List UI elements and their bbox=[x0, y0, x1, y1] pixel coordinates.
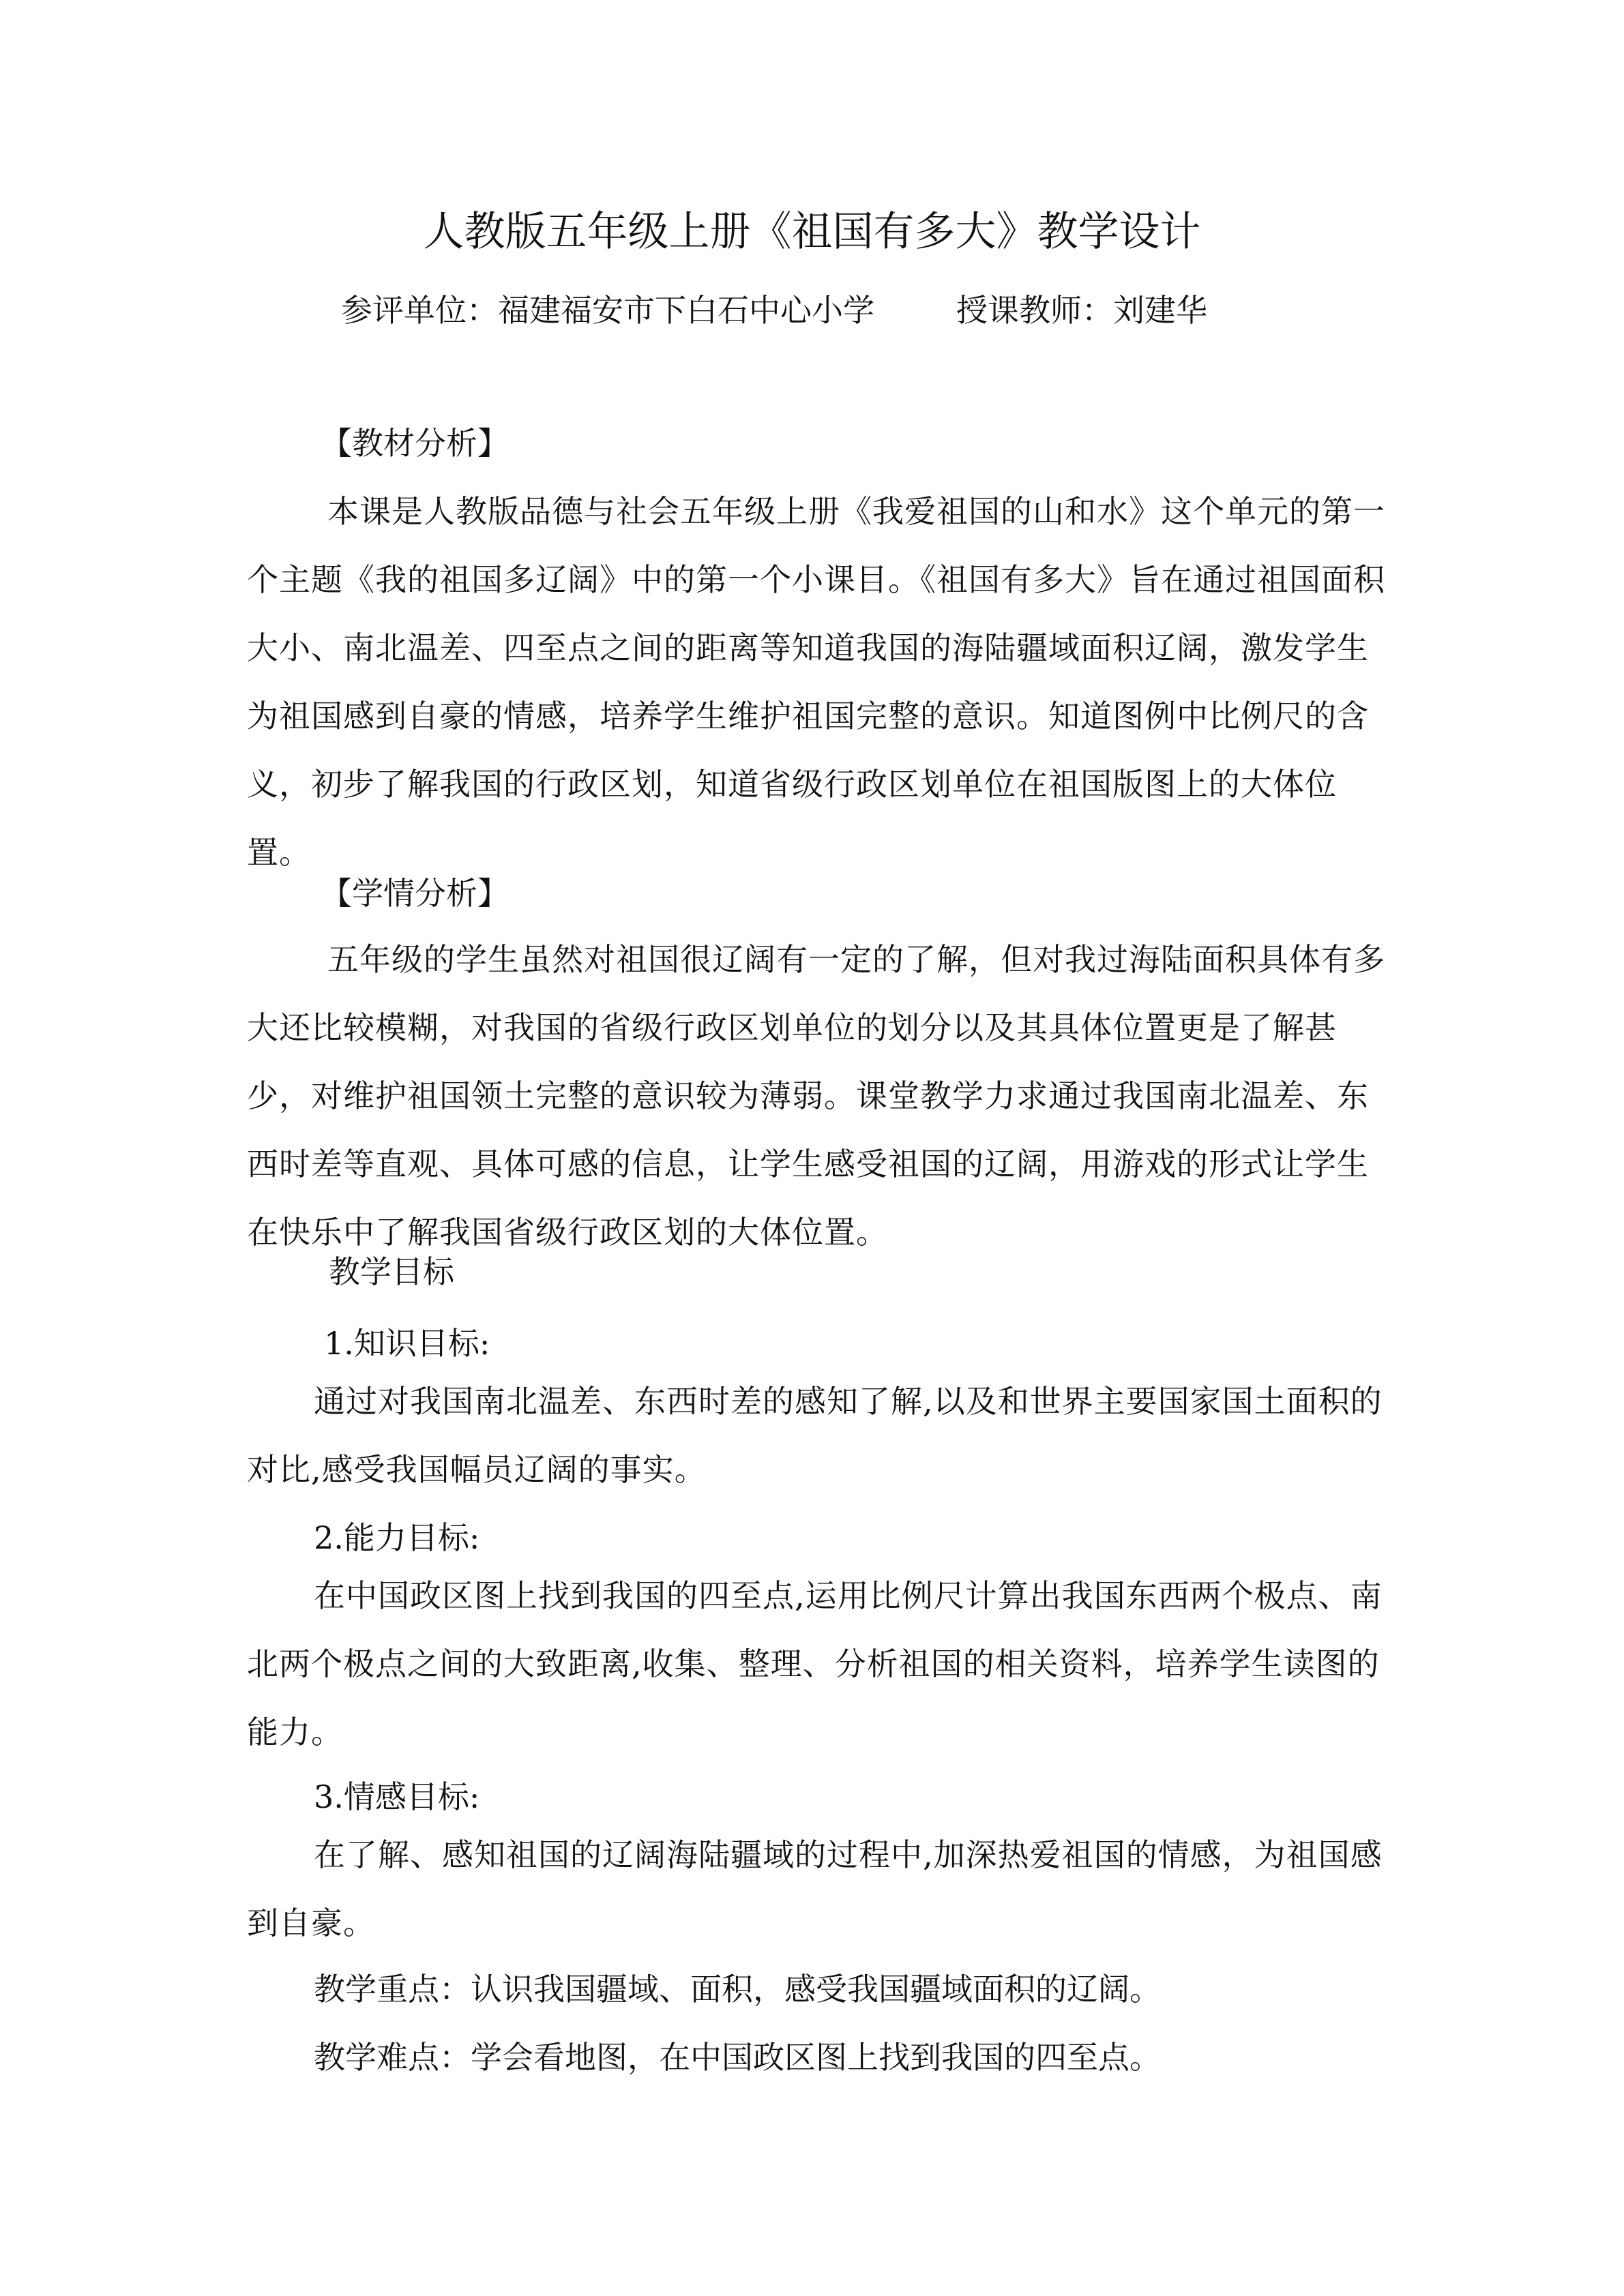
knowledge-objective-text: 通过对我国南北温差、东西时差的感知了解,以及和世界主要国家国土面积的对比,感受我国幅员辽阔的事实。 bbox=[247, 1383, 1383, 1488]
byline-unit: 参评单位：福建福安市下白石中心小学 bbox=[341, 292, 874, 329]
byline-teacher: 授课教师：刘建华 bbox=[956, 292, 1207, 329]
difficult-point: 教学难点：学会看地图，在中国政区图上找到我国的四至点。 bbox=[314, 2039, 1161, 2076]
emotion-objective-text: 在了解、感知祖国的辽阔海陆疆域的过程中,加深热爱祖国的情感，为祖国感到自豪。 bbox=[247, 1836, 1383, 1941]
emotion-objective-label: 3.情感目标: bbox=[314, 1778, 480, 1815]
knowledge-objective-label: 1.知识目标: bbox=[324, 1325, 490, 1362]
student-analysis-text: 五年级的学生虽然对祖国很辽阔有一定的了解，但对我过海陆面积具体有多大还比较模糊，对我国的省级行政区划单位的划分以及其具体位置更是了解甚少，对维护祖国领土完整的意识较为薄弱。课堂教学力求通过我国南北温差、东西时差等直观、具体可感的信息，让学生感受祖国的辽阔，用游戏的形式让学生在快乐中了解我国省级行政区划的大体位置。 bbox=[247, 941, 1385, 1251]
document-title: 人教版五年级上册《祖国有多大》教学设计 bbox=[423, 208, 1201, 256]
ability-objective-label: 2.能力目标: bbox=[314, 1519, 480, 1556]
ability-objective-text: 在中国政区图上找到我国的四至点,运用比例尺计算出我国东西两个极点、南北两个极点之间的大致距离,收集、整理、分析祖国的相关资料，培养学生读图的能力。 bbox=[247, 1577, 1383, 1750]
material-analysis-text: 本课是人教版品德与社会五年级上册《我爱祖国的山和水》这个单元的第一个主题《我的祖国多辽阔》中的第一个小课目。《祖国有多大》旨在通过祖国面积大小、南北温差、四至点之间的距离等知道我国的海陆疆域面积辽阔，激发学生为祖国感到自豪的情感，培养学生维护祖国完整的意识。知道图例中比例尺的含义，初步了解我国的行政区划，知道省级行政区划单位在祖国版图上的大体位置。 bbox=[247, 493, 1385, 871]
byline bbox=[341, 286, 1207, 334]
student-analysis-heading: 【学情分析】 bbox=[321, 875, 509, 912]
key-point: 教学重点：认识我国疆域、面积，感受我国疆域面积的辽阔。 bbox=[314, 1971, 1161, 2008]
material-analysis-heading: 【教材分析】 bbox=[321, 425, 509, 462]
objectives-heading: 教学目标 bbox=[329, 1253, 454, 1290]
